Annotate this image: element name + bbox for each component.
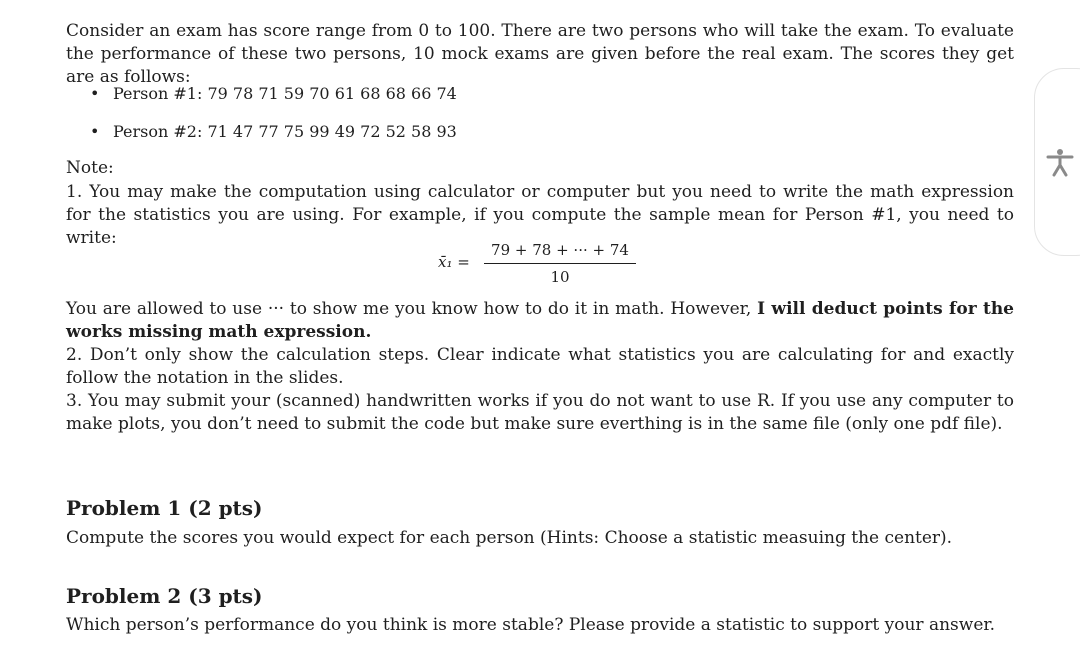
list-item — [90, 82, 457, 120]
bullet: • — [90, 122, 100, 141]
formula-fraction — [484, 240, 636, 286]
formula-lhs: x̄₁ = — [438, 253, 470, 271]
deduct-warning: I will deduct points for the works missing math expression. — [66, 299, 1015, 342]
note-paragraph — [66, 298, 1014, 436]
person-scores: 71 47 77 75 99 49 72 52 58 93 — [207, 122, 457, 141]
fraction-bar — [484, 263, 636, 264]
problem-2-body: Which person’s performance do you think is more stable? Please provide a statistic to support your answer. — [66, 615, 996, 635]
person-label: Person #1: — [113, 84, 203, 103]
allowed-text: You are allowed to use ··· to show me you know how to do it in math. However, — [66, 299, 758, 319]
accessibility-icon — [1045, 147, 1075, 177]
person-scores: 79 78 71 59 70 61 68 68 66 74 — [207, 84, 457, 103]
bullet: • — [90, 84, 100, 103]
problem-2-title: Problem 2 (3 pts) — [66, 584, 263, 608]
list-item — [90, 120, 457, 158]
accessibility-button[interactable] — [1034, 68, 1080, 256]
person-scores-list — [90, 82, 457, 158]
sample-mean-formula — [438, 240, 648, 288]
formula-numerator: 79 + 78 + ··· + 74 — [491, 241, 629, 259]
note-item-1: 1. You may make the computation using calculator or computer but you need to write the math expression for the statistics you are using. For example, if you compute the sample mean for Person #1, you need to write: — [66, 182, 1014, 248]
problem-1-title: Problem 1 (2 pts) — [66, 496, 263, 520]
note-title: Note: — [66, 158, 114, 178]
note-item-3: 3. You may submit your (scanned) handwritten works if you do not want to use R. If you use any computer to make plots, you don’t need to submit the code but make sure everthing is in the same file (only one pdf file). — [66, 391, 1014, 434]
problem-1-body: Compute the scores you would expect for each person (Hints: Choose a statistic measuing the center). — [66, 528, 953, 548]
intro-paragraph: Consider an exam has score range from 0 to 100. There are two persons who will take the exam. To evaluate the performance of these two persons, 10 mock exams are given before the real exam. The scores they get are as follows: — [66, 21, 1014, 87]
formula-denominator: 10 — [550, 268, 570, 286]
person-label: Person #2: — [113, 122, 203, 141]
note-item-2: 2. Don’t only show the calculation steps. Clear indicate what statistics you are calculating for and exactly follow the notation in the slides. — [66, 345, 1014, 388]
